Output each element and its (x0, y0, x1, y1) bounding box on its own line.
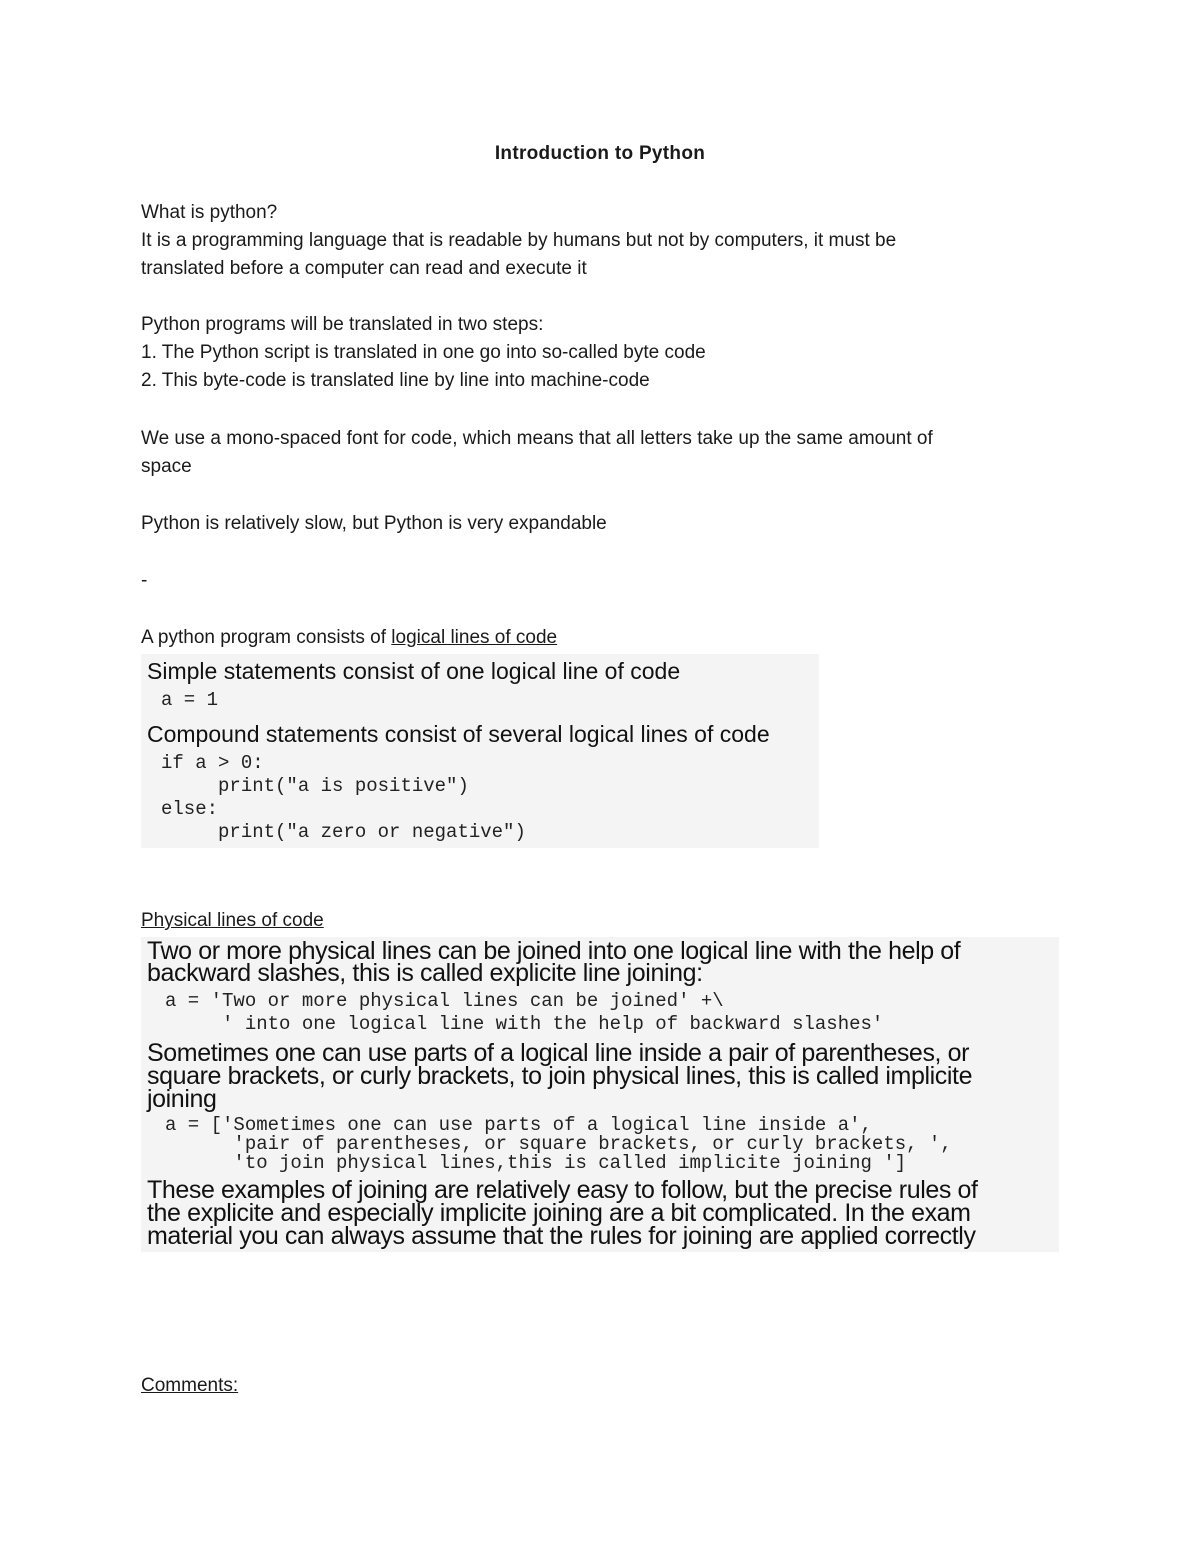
implicit-joining-text: joining (147, 1085, 217, 1113)
logical-lines-sentence (141, 624, 557, 652)
logical-lines-link: logical lines of code (391, 627, 558, 648)
implicit-code-line: a = ['Sometimes one can use parts of a logical line inside a', (165, 1114, 872, 1136)
compound-code-line: else: (161, 798, 219, 820)
logical-lines-figure (141, 654, 819, 848)
implicit-code-line: 'to join physical lines,this is called implicite joining '] (165, 1152, 907, 1174)
compound-code-line: if a > 0: (161, 752, 264, 774)
logical-lines-prefix: A python program consists of (141, 627, 392, 648)
speed-note: Python is relatively slow, but Python is very expandable (141, 513, 607, 534)
step-1: 1. The Python script is translated in one go into so-called byte code (141, 342, 706, 363)
compound-statements-heading: Compound statements consist of several logical lines of code (147, 721, 770, 747)
implicit-joining-text: square brackets, or curly brackets, to join physical lines, this is called implicite (147, 1062, 973, 1090)
explicit-joining-text: Two or more physical lines can be joined into one logical line with the help of (147, 937, 961, 965)
page-title: Introduction to Python (494, 143, 706, 164)
mono-line2: space (141, 456, 192, 477)
examples-text: These examples of joining are relatively easy to follow, but the precise rules of (147, 1176, 978, 1204)
intro-question: What is python? (141, 202, 278, 223)
intro-answer-line1: It is a programming language that is readable by humans but not by computers, it must be (141, 230, 897, 251)
simple-code: a = 1 (161, 689, 219, 711)
steps-heading: Python programs will be translated in two steps: (141, 314, 544, 335)
step-2: 2. This byte-code is translated line by line into machine-code (141, 370, 650, 391)
implicit-code-line: 'pair of parentheses, or square brackets, or curly brackets, ', (165, 1133, 952, 1155)
mono-line1: We use a mono-spaced font for code, which means that all letters take up the same amount of (141, 428, 933, 449)
intro-answer-line2: translated before a computer can read and execute it (141, 258, 587, 279)
physical-lines-heading: Physical lines of code (141, 910, 324, 931)
examples-text: material you can always assume that the rules for joining are applied correctly (147, 1222, 976, 1250)
compound-code-line: print("a is positive") (161, 775, 469, 797)
examples-text: the explicite and especially implicite joining are a bit complicated. In the exam (147, 1199, 971, 1227)
dash-bullet: - (141, 570, 148, 591)
explicit-joining-text: backward slashes, this is called explicite line joining: (147, 959, 703, 987)
explicit-code-line: a = 'Two or more physical lines can be joined' +\ (165, 990, 724, 1012)
compound-code-line: print("a zero or negative") (161, 821, 526, 843)
simple-statements-heading: Simple statements consist of one logical line of code (147, 658, 681, 684)
comments-heading: Comments: (141, 1375, 239, 1396)
implicit-joining-text: Sometimes one can use parts of a logical line inside a pair of parentheses, or (147, 1039, 970, 1067)
physical-lines-figure (141, 937, 1059, 1252)
explicit-code-line: ' into one logical line with the help of backward slashes' (165, 1013, 884, 1035)
